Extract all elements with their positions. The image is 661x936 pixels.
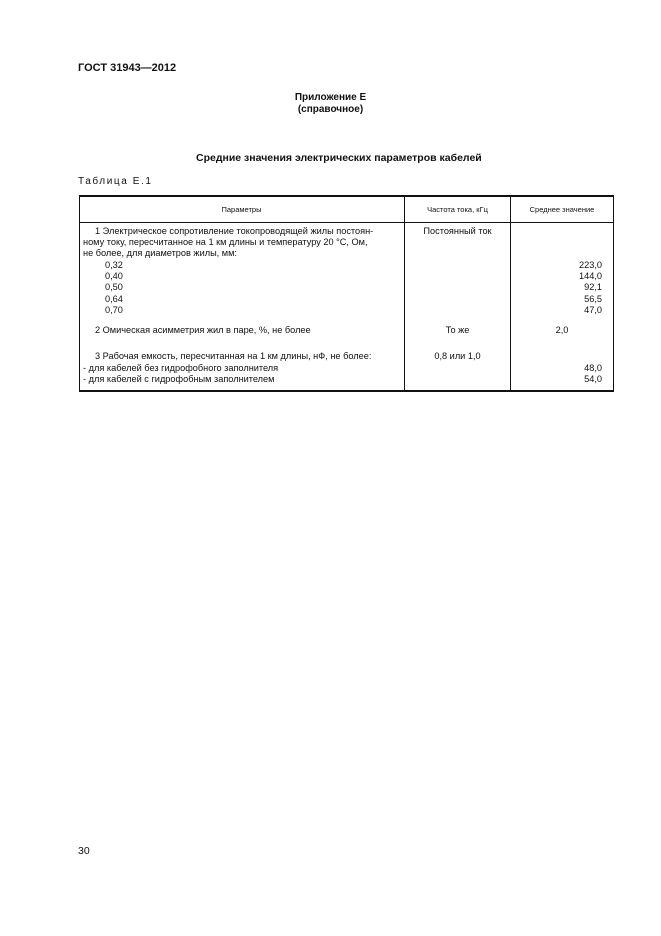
column-header-parameters: Параметры (221, 204, 262, 214)
row2-frequency: То же (445, 325, 470, 335)
page-number: 30 (78, 845, 90, 857)
row3-sub-item: - для кабелей без гидрофобного заполнителя (83, 363, 279, 373)
table-left-border (79, 195, 80, 391)
row1-value: 47,0 (584, 305, 602, 315)
row1-frequency: Постоянный ток (423, 226, 492, 236)
row3-param: 3 Рабочая емкость, пересчитанная на 1 км длины, нФ, не более: (95, 351, 372, 361)
row1-value: 144,0 (579, 271, 602, 281)
row2-value: 2,0 (555, 325, 569, 335)
appendix-title: Приложение Е (294, 92, 367, 103)
column-header-frequency: Частота тока, кГц (427, 204, 488, 214)
row1-param-line3: не более, для диаметров жилы, мм: (83, 248, 237, 258)
appendix-subtitle: (справочное) (297, 104, 364, 115)
table-right-border (613, 195, 614, 391)
row1-diameter: 0,50 (105, 282, 123, 292)
row1-param-line1: 1 Электрическое сопротивление токопроводящей жилы постоян- (95, 226, 374, 236)
row3-value: 54,0 (584, 374, 602, 384)
row1-diameter: 0,70 (105, 305, 123, 315)
row1-diameter: 0,40 (105, 271, 123, 281)
row1-value: 223,0 (579, 260, 602, 270)
row1-diameter: 0,64 (105, 294, 123, 304)
column-header-average: Среднее значение (529, 204, 595, 214)
row2-param: 2 Омическая асимметрия жил в паре, %, не более (95, 325, 311, 335)
table-bottom-rule (79, 390, 614, 392)
appendix-heading (0, 92, 661, 116)
row3-sub-item: - для кабелей с гидрофобным заполнителем (83, 374, 275, 384)
document-code: ГОСТ 31943—2012 (78, 62, 177, 74)
row1-param-line2: ному току, пересчитанное на 1 км длины и температуру 20 °С, Ом, (83, 237, 368, 247)
table-title: Средние значения электрических параметров кабелей (196, 152, 482, 164)
row1-value: 92,1 (584, 282, 602, 292)
parameters-table (79, 195, 614, 391)
row3-frequency: 0,8 или 1,0 (434, 351, 481, 361)
row3-value: 48,0 (584, 363, 602, 373)
table-label: Таблица Е.1 (78, 176, 153, 187)
row1-value: 56,5 (584, 294, 602, 304)
row1-diameter: 0,32 (105, 260, 123, 270)
